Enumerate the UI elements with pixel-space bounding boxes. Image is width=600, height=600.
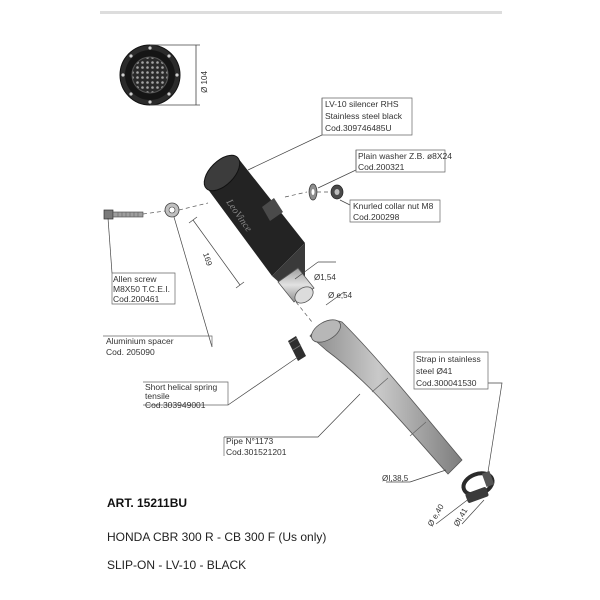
vehicle-model: HONDA CBR 300 R - CB 300 F (Us only) [107,530,327,544]
allen-label-line2: M8X50 T.C.E.I. [113,284,171,294]
pipe-label-code: Cod.301521201 [226,447,287,457]
pipe-label [224,436,287,457]
spacer-label-code: Cod. 205090 [106,347,155,357]
silencer-body [198,149,305,292]
silencer-label-code: Cod.309746485U [325,123,392,133]
nut-label-code: Cod.200298 [353,212,400,222]
spring-label-code: Cod.303949001 [145,400,206,410]
allen-screw [104,210,143,219]
allen-label-line1: Allen screw [113,274,157,284]
article-number: ART. 15211BU [107,496,188,510]
silencer-label [322,98,412,135]
allen-screw-label [112,273,175,304]
strap-label [414,352,488,389]
silencer-label-line2: Stainless steel black [325,111,403,121]
allen-label-code: Cod.200461 [113,294,160,304]
link-pipe-outlet-dim: ØI,38,5 [382,474,409,483]
washer-label [356,150,452,172]
spring-label [143,382,228,410]
silencer-endcap-view [120,45,180,105]
link-pipe [308,315,462,474]
silencer-length-dim: 169 [201,251,214,267]
knurled-collar-nut [331,185,343,199]
top-divider [100,11,502,14]
spring-label-line1: Short helical spring [145,382,218,392]
spacer-label [103,336,212,357]
strap-label-code: Cod.300041530 [416,378,477,388]
spacer-label-line1: Aluminium spacer [106,336,174,346]
strap-label-line1: Strap in stainless [416,354,481,364]
nut-label-line1: Knurled collar nut M8 [353,201,434,211]
outlet-i41-dim: ØI,41 [451,506,470,528]
strap-label-line2: steel Ø41 [416,366,453,376]
link-pipe-inlet-dim: Ø e,54 [328,291,353,300]
pipe-label-line1: Pipe N°1173 [226,436,274,446]
nut-label [350,200,440,222]
ring-diameter-label: Ø 104 [200,71,209,93]
washer-label-code: Cod.200321 [358,162,405,172]
outlet-e40-dim: Ø e,40 [425,502,446,528]
helical-spring [288,336,306,361]
strap-clamp [460,469,495,503]
spring-label-line2: tensile [145,391,170,401]
kit-description: SLIP-ON - LV-10 - BLACK [107,558,247,572]
silencer-body-logo: LeoVince [223,197,254,235]
silencer-label-line1: LV-10 silencer RHS [325,99,399,109]
silencer-inlet-dim: Ø1,54 [314,273,336,282]
plain-washer [309,184,317,200]
washer-label-line1: Plain washer Z.B. ø8X24 [358,151,453,161]
aluminium-spacer [165,203,179,217]
